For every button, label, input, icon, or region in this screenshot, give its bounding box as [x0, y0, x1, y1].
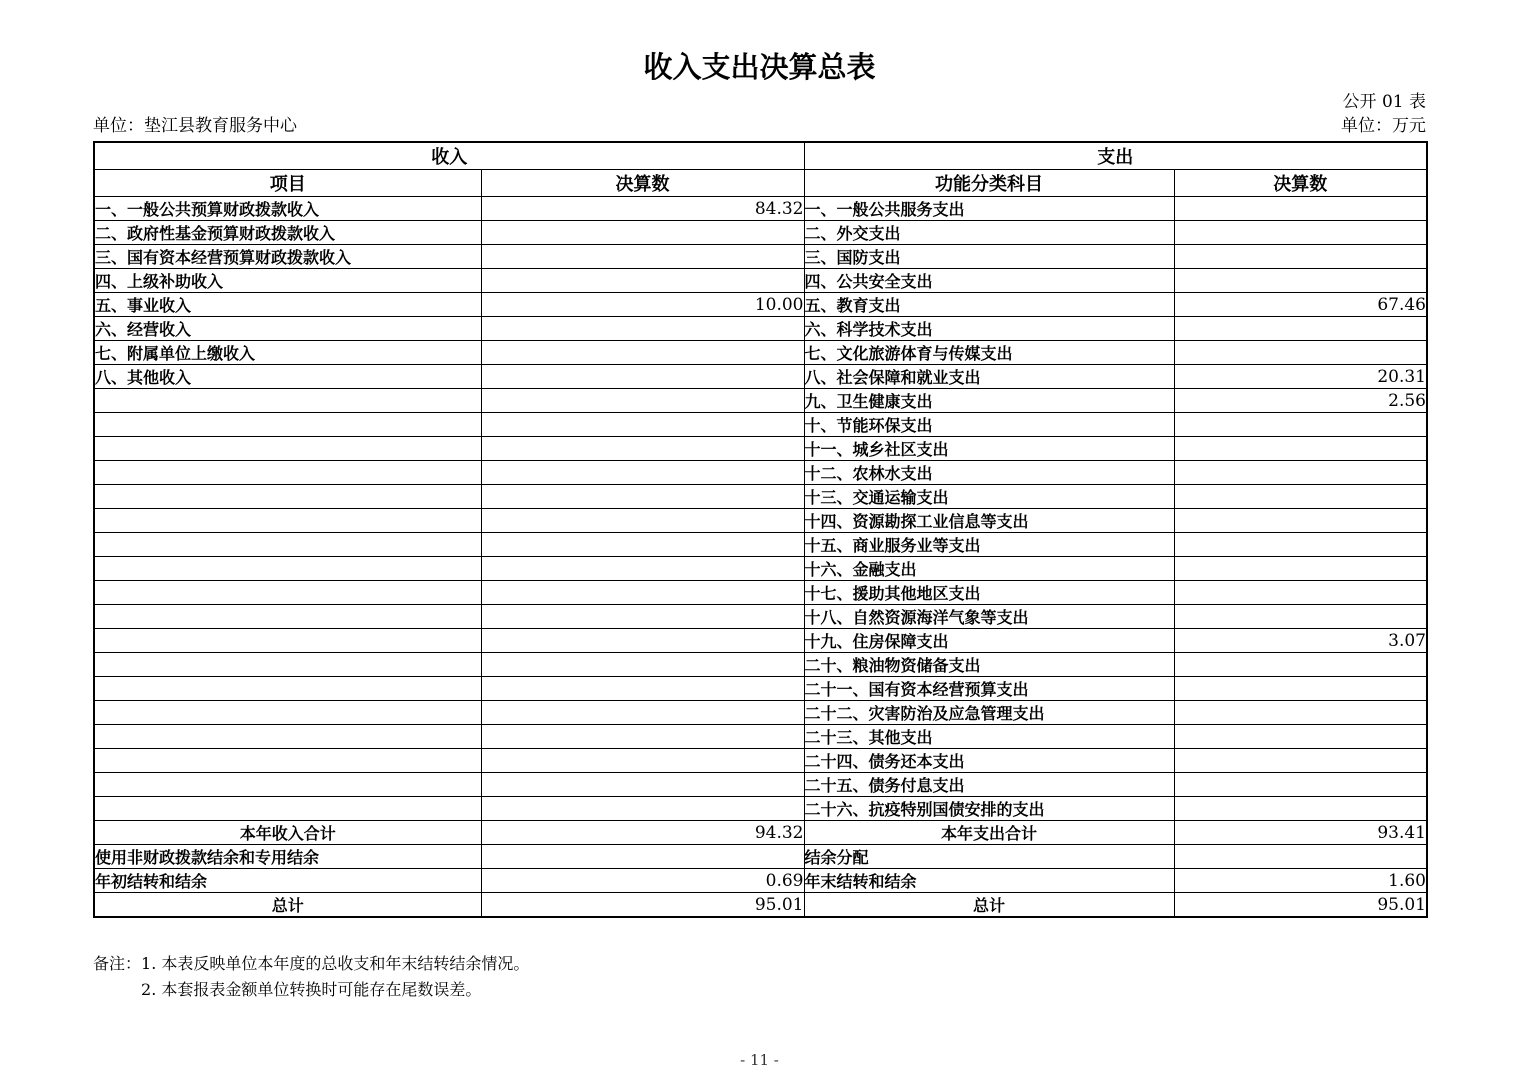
- table-row: [94, 197, 1427, 221]
- expense-amount-cell: 20.31: [1174, 365, 1427, 389]
- unit-currency: 单位：万元: [1341, 116, 1426, 136]
- income-item-cell: 年初结转和结余: [94, 869, 481, 893]
- income-item-cell: 五、事业收入: [94, 293, 481, 317]
- table-row: [94, 557, 1427, 581]
- income-item-cell: [94, 461, 481, 485]
- expense-amount-cell: [1174, 557, 1427, 581]
- income-item-cell: [94, 509, 481, 533]
- income-amount-cell: [481, 365, 804, 389]
- expense-amount-cell: [1174, 485, 1427, 509]
- form-code: 公开 01 表: [1342, 92, 1426, 112]
- expense-item-cell: 二十一、国有资本经营预算支出: [804, 677, 1174, 701]
- page-title: 收入支出决算总表: [643, 50, 876, 84]
- income-amount-cell: [481, 773, 804, 797]
- expense-item-cell: 十五、商业服务业等支出: [804, 533, 1174, 557]
- income-item-cell: 总计: [94, 893, 481, 918]
- expense-amount-cell: 3.07: [1174, 629, 1427, 653]
- expense-item-cell: 八、社会保障和就业支出: [804, 365, 1174, 389]
- expense-amount-cell: [1174, 245, 1427, 269]
- expense-amount-cell: [1174, 197, 1427, 221]
- income-amount-cell: [481, 461, 804, 485]
- income-item-cell: [94, 581, 481, 605]
- expense-amount-cell: [1174, 605, 1427, 629]
- expense-amount-cell: [1174, 221, 1427, 245]
- income-amount-cell: [481, 725, 804, 749]
- table-row: [94, 341, 1427, 365]
- expense-amount-cell: [1174, 317, 1427, 341]
- table-row: [94, 605, 1427, 629]
- expense-amount-cell: [1174, 509, 1427, 533]
- expense-item-cell: 一、一般公共服务支出: [804, 197, 1174, 221]
- table-row: [94, 773, 1427, 797]
- income-amount-cell: [481, 845, 804, 869]
- table-row: [94, 581, 1427, 605]
- income-amount-cell: 10.00: [481, 293, 804, 317]
- section-header-row: [94, 142, 1427, 170]
- table-row: [94, 365, 1427, 389]
- expense-item-cell: 二十四、债务还本支出: [804, 749, 1174, 773]
- column-header-row: [94, 170, 1427, 197]
- expense-item-cell: 九、卫生健康支出: [804, 389, 1174, 413]
- expense-item-cell: 十一、城乡社区支出: [804, 437, 1174, 461]
- expense-amount-cell: [1174, 749, 1427, 773]
- notes-label: 备注：: [93, 954, 142, 973]
- income-item-cell: [94, 725, 481, 749]
- income-amount-cell: [481, 485, 804, 509]
- expense-item-cell: 本年支出合计: [804, 821, 1174, 845]
- table-row: [94, 389, 1427, 413]
- income-item-cell: [94, 605, 481, 629]
- notes-block: [93, 951, 1426, 1003]
- income-amount-cell: [481, 389, 804, 413]
- expense-amount-cell: 93.41: [1174, 821, 1427, 845]
- note-line-1: 1. 本表反映单位本年度的总收支和年末结转结余情况。: [141, 954, 530, 973]
- table-row: [94, 701, 1427, 725]
- table-row: [94, 845, 1427, 869]
- income-item-cell: [94, 437, 481, 461]
- income-item-cell: 二、政府性基金预算财政拨款收入: [94, 221, 481, 245]
- expense-item-cell: 五、教育支出: [804, 293, 1174, 317]
- column-header-expense-item: 功能分类科目: [804, 170, 1174, 197]
- column-header-expense-amount: 决算数: [1174, 170, 1427, 197]
- income-item-cell: [94, 749, 481, 773]
- table-row: [94, 317, 1427, 341]
- income-amount-cell: 94.32: [481, 821, 804, 845]
- table-row: [94, 869, 1427, 893]
- income-amount-cell: [481, 605, 804, 629]
- income-item-cell: [94, 653, 481, 677]
- expense-item-cell: 四、公共安全支出: [804, 269, 1174, 293]
- expense-amount-cell: 2.56: [1174, 389, 1427, 413]
- income-amount-cell: [481, 701, 804, 725]
- income-amount-cell: [481, 749, 804, 773]
- income-amount-cell: [481, 437, 804, 461]
- income-amount-cell: [481, 269, 804, 293]
- income-item-cell: [94, 797, 481, 821]
- income-amount-cell: 0.69: [481, 869, 804, 893]
- expense-item-cell: 十八、自然资源海洋气象等支出: [804, 605, 1174, 629]
- income-item-cell: 使用非财政拨款结余和专用结余: [94, 845, 481, 869]
- income-item-cell: [94, 485, 481, 509]
- income-item-cell: 一、一般公共预算财政拨款收入: [94, 197, 481, 221]
- income-item-cell: 三、国有资本经营预算财政拨款收入: [94, 245, 481, 269]
- expense-item-cell: 二、外交支出: [804, 221, 1174, 245]
- expense-amount-cell: 95.01: [1174, 893, 1427, 918]
- expense-amount-cell: [1174, 437, 1427, 461]
- income-item-cell: [94, 701, 481, 725]
- table-row: [94, 629, 1427, 653]
- notes-lines: [141, 951, 529, 1003]
- expense-item-cell: 二十三、其他支出: [804, 725, 1174, 749]
- income-amount-cell: [481, 533, 804, 557]
- expense-item-cell: 三、国防支出: [804, 245, 1174, 269]
- income-item-cell: [94, 533, 481, 557]
- expense-amount-cell: [1174, 725, 1427, 749]
- table-row: [94, 893, 1427, 918]
- table-row: [94, 509, 1427, 533]
- income-amount-cell: [481, 341, 804, 365]
- expense-amount-cell: [1174, 581, 1427, 605]
- expense-amount-cell: [1174, 533, 1427, 557]
- note-line-2: 2. 本套报表金额单位转换时可能存在尾数误差。: [141, 980, 482, 999]
- income-amount-cell: 95.01: [481, 893, 804, 918]
- income-item-cell: [94, 389, 481, 413]
- expense-item-cell: 二十六、抗疫特别国债安排的支出: [804, 797, 1174, 821]
- expense-amount-cell: [1174, 653, 1427, 677]
- table-row: [94, 821, 1427, 845]
- expense-item-cell: 十、节能环保支出: [804, 413, 1174, 437]
- table-row: [94, 725, 1427, 749]
- expense-item-cell: 总计: [804, 893, 1174, 918]
- income-item-cell: 六、经营收入: [94, 317, 481, 341]
- column-header-income-item: 项目: [94, 170, 481, 197]
- income-item-cell: [94, 677, 481, 701]
- table-row: [94, 485, 1427, 509]
- expense-amount-cell: [1174, 797, 1427, 821]
- income-amount-cell: [481, 317, 804, 341]
- income-amount-cell: [481, 509, 804, 533]
- expense-item-cell: 十四、资源勘探工业信息等支出: [804, 509, 1174, 533]
- income-amount-cell: [481, 221, 804, 245]
- table-row: [94, 437, 1427, 461]
- income-item-cell: 八、其他收入: [94, 365, 481, 389]
- table-row: [94, 653, 1427, 677]
- expense-amount-cell: [1174, 677, 1427, 701]
- expense-amount-cell: [1174, 773, 1427, 797]
- unit-meta-row: [93, 114, 1426, 138]
- income-item-cell: 七、附属单位上缴收入: [94, 341, 481, 365]
- income-item-cell: [94, 557, 481, 581]
- expense-amount-cell: 67.46: [1174, 293, 1427, 317]
- income-item-cell: [94, 629, 481, 653]
- expense-item-cell: 六、科学技术支出: [804, 317, 1174, 341]
- unit-name: 单位：垫江县教育服务中心: [93, 116, 297, 136]
- expense-amount-cell: [1174, 701, 1427, 725]
- income-amount-cell: [481, 245, 804, 269]
- table-row: [94, 461, 1427, 485]
- table-row: [94, 749, 1427, 773]
- income-amount-cell: [481, 653, 804, 677]
- table-row: [94, 533, 1427, 557]
- expense-item-cell: 结余分配: [804, 845, 1174, 869]
- budget-summary-table: [93, 141, 1428, 918]
- income-item-cell: 本年收入合计: [94, 821, 481, 845]
- expense-item-cell: 七、文化旅游体育与传媒支出: [804, 341, 1174, 365]
- expense-item-cell: 十六、金融支出: [804, 557, 1174, 581]
- expense-amount-cell: [1174, 269, 1427, 293]
- expense-item-cell: 二十、粮油物资储备支出: [804, 653, 1174, 677]
- income-item-cell: [94, 413, 481, 437]
- expense-item-cell: 十七、援助其他地区支出: [804, 581, 1174, 605]
- income-amount-cell: [481, 677, 804, 701]
- column-header-income-amount: 决算数: [481, 170, 804, 197]
- expense-item-cell: 年末结转和结余: [804, 869, 1174, 893]
- income-item-cell: [94, 773, 481, 797]
- income-section-header: 收入: [94, 142, 804, 170]
- income-amount-cell: [481, 797, 804, 821]
- income-amount-cell: [481, 629, 804, 653]
- table-row: [94, 677, 1427, 701]
- expense-amount-cell: [1174, 461, 1427, 485]
- expense-amount-cell: 1.60: [1174, 869, 1427, 893]
- expense-item-cell: 十九、住房保障支出: [804, 629, 1174, 653]
- table-row: [94, 797, 1427, 821]
- income-amount-cell: [481, 581, 804, 605]
- expense-item-cell: 十三、交通运输支出: [804, 485, 1174, 509]
- expense-item-cell: 十二、农林水支出: [804, 461, 1174, 485]
- table-row: [94, 269, 1427, 293]
- income-item-cell: 四、上级补助收入: [94, 269, 481, 293]
- table-row: [94, 221, 1427, 245]
- table-row: [94, 293, 1427, 317]
- expense-amount-cell: [1174, 413, 1427, 437]
- expense-amount-cell: [1174, 845, 1427, 869]
- page-number: - 11 -: [740, 1051, 779, 1069]
- expense-item-cell: 二十五、债务付息支出: [804, 773, 1174, 797]
- table-row: [94, 245, 1427, 269]
- table-row: [94, 413, 1427, 437]
- expense-section-header: 支出: [804, 142, 1427, 170]
- document-page: [93, 0, 1426, 1069]
- income-amount-cell: 84.32: [481, 197, 804, 221]
- income-amount-cell: [481, 413, 804, 437]
- income-amount-cell: [481, 557, 804, 581]
- expense-amount-cell: [1174, 341, 1427, 365]
- expense-item-cell: 二十二、灾害防治及应急管理支出: [804, 701, 1174, 725]
